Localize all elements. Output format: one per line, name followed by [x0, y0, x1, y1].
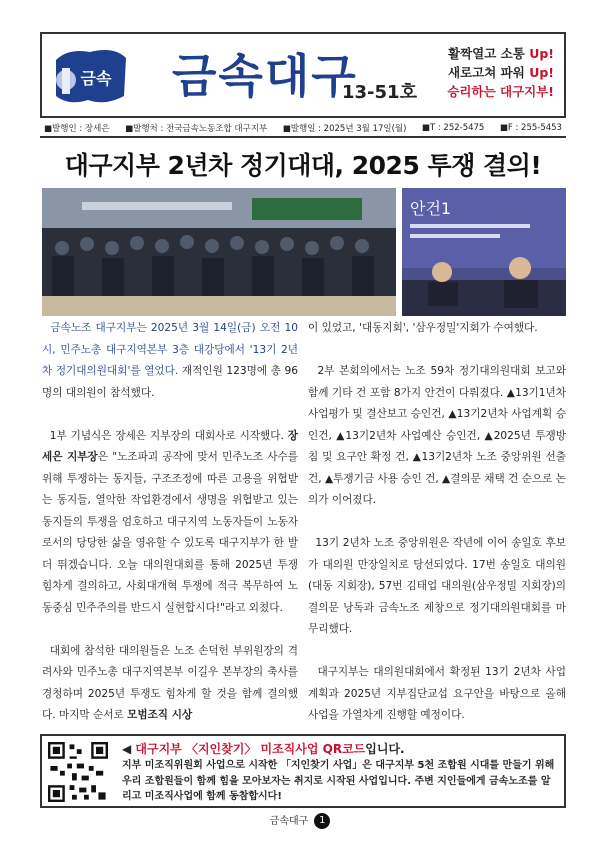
agenda-photo: [402, 188, 566, 316]
slogan-2: 새로고쳐 파워 Up!: [448, 65, 554, 80]
assembly-photo: [42, 188, 396, 316]
qr-description: 지부 미조직위원회 사업으로 시작한 「지인찾기 사업」은 대구지부 5천 조합원 시대를 만들기 위해 우리 조합원들이 함께 힘을 모아보자는 취지로 시작된 사업입니다. 주변 지인들에게 금속노조를 알리고 미조직사업에 함께 동참합시다!: [122, 760, 555, 802]
svg-text:안건1: 안건1: [410, 199, 452, 218]
qr-campaign-box: [40, 734, 566, 808]
headline: 대구지부 2년차 정기대대, 2025 투쟁 결의!: [64, 151, 542, 180]
union-logo: [48, 40, 132, 110]
article-paragraph-3-cont: 이 있었고, '대동지회', '삼우정밀'지회가 수여했다.: [308, 322, 538, 334]
article-paragraph-5: 13기 2년차 노조 중앙위원은 작년에 이어 송일호 후보가 대의원 만장일치로 당선되었다. 17번 송일호 대의원(대동 지회장), 57번 김태업 대의원(삼우정밀 지회장)의 결의문 낭독과 금속노조 제창으로 정기대의원대회를 마무리했다.: [308, 537, 566, 635]
publisher: ■발행인 : 장세은: [44, 124, 110, 134]
slogan-1: 활짝열고 소통 Up!: [448, 46, 554, 61]
article-paragraph-4: 2부 본회의에서는 노조 59차 정기대의원대회 보고와 함께 기타 건 포함 8가지 안건이 다뤄졌다. ▲13기1년차 사업평가 및 결산보고 승인건, ▲13기2년차 사업계획 승인건, ▲13기2년차 사업예산 승인건, ▲2025년 투쟁방침 및 요구안 확정 건, ▲13기2년차 노조 중앙위원 선출 건, ▲투쟁기금 사용 승인 건, ▲결의문 채택 건 순으로 논의가 이어졌다.: [308, 365, 567, 506]
publication-info-bar: [40, 120, 566, 138]
article-paragraph-2: 1부 기념식은 장세은 지부장의 대회사로 시작했다. 장세은 지부장은 "노조파괴 공작에 맞서 민주노조 사수를 위해 투쟁하는 동지들, 구조조정에 따른 고용을 위협받는 동지들, 열악한 작업환경에서 생명을 위협받고 있는 동지들의 투쟁을 엄호하고 대구지역 노동자들이 노동자로서의 당당한 삶을 영유할 수 있도록 대구지부가 한 발 더 뛰겠습니다. 오늘 대의원대회를 통해 2025년 투쟁 힘차게 결의하고, 사회대개혁 투쟁에 적극 복무하여 노동중심 민주주의를 반드시 실현합시다!"라고 외쳤다.: [42, 429, 298, 614]
fax: ■F : 255-5453: [499, 123, 562, 133]
article-column-left: [42, 318, 298, 727]
article-paragraph-6: 대구지부는 대의원대회에서 확정된 13기 2년차 사업계획과 2025년 지부집단교섭 요구안을 바탕으로 올해 사업을 가열차게 진행할 예정이다.: [308, 666, 566, 721]
qr-title: ◀ 대구지부 〈지인찾기〉 미조직사업 QR코드입니다.: [122, 742, 405, 756]
telephone: ■T : 252-5475: [421, 123, 485, 133]
page-footer: [0, 812, 600, 829]
qr-code-icon[interactable]: [48, 742, 108, 802]
page-number: 1: [314, 813, 330, 829]
publish-date: ■발행일 : 2025년 3월 17일(월): [282, 124, 407, 134]
article-paragraph-1: 금속노조 대구지부는 2025년 3월 14일(금) 오전 10시, 민주노총 대구지역본부 3층 대강당에서 '13기 2년차 정기대의원대회'를 열었다. 재적인원 123명에 총 96명의 대의원이 참석했다.: [42, 322, 298, 399]
issuer: ■발행처 : 전국금속노동조합 대구지부: [125, 124, 268, 134]
masthead: [40, 32, 566, 118]
slogan-3: 승리하는 대구지부!: [447, 84, 554, 99]
slogans: [447, 44, 554, 101]
article-paragraph-3: 대회에 참석한 대의원들은 노조 손덕헌 부위원장의 격려사와 민주노총 대구지역본부 이길우 본부장의 축사를 경청하며 2025년 투쟁도 힘차게 할 것을 함께 결의했다. 마지막 순서로 모범조직 시상: [42, 644, 298, 721]
svg-text:금속: 금속: [80, 69, 112, 88]
footer-name: 금속대구: [269, 816, 309, 827]
issue-number: 13-51호: [342, 82, 417, 103]
article-column-right: [308, 318, 566, 727]
newsletter-title: 금속대구: [172, 49, 358, 103]
